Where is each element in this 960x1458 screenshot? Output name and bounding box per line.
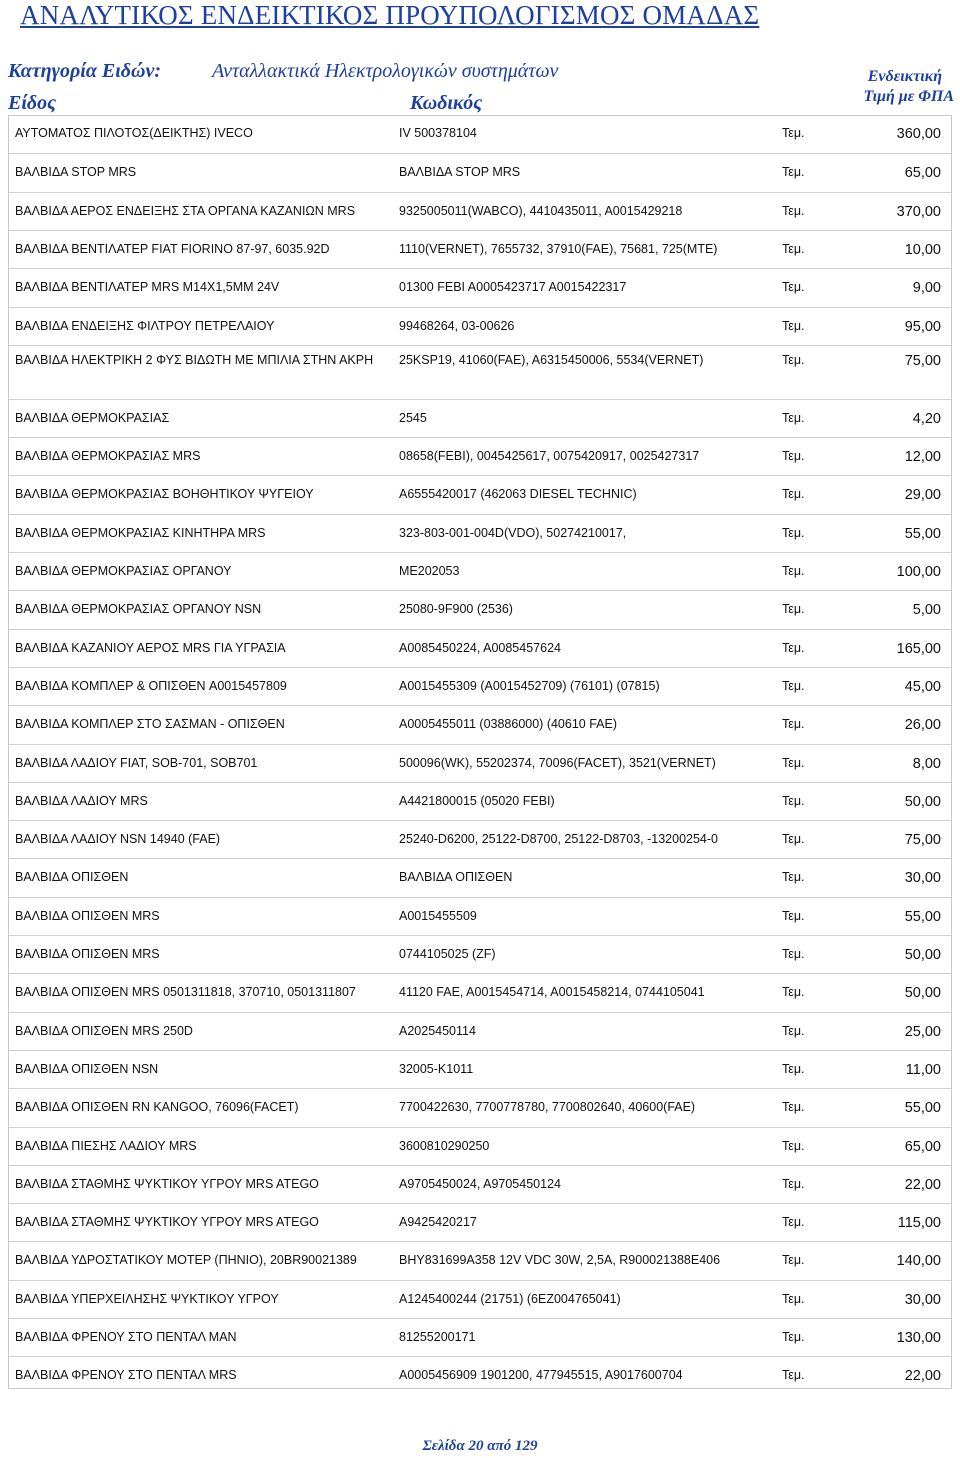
item-code-cell: 323-803-001-004D(VDO), 50274210017, <box>399 525 627 540</box>
item-name-cell: ΒΑΛΒΙΔΑ ΕΝΔΕΙΞΗΣ ΦΙΛΤΡΟΥ ΠΕΤΡΕΛΑΙΟΥ <box>15 318 275 333</box>
table-row <box>9 935 951 974</box>
table-row <box>9 897 951 936</box>
table-row <box>9 744 951 783</box>
item-unit-cell: Τεμ. <box>782 318 805 333</box>
page-footer: Σελίδα 20 από 129 <box>422 1438 538 1454</box>
item-code-cell: IV 500378104 <box>399 126 477 140</box>
item-unit-cell: Τεμ. <box>782 985 805 1000</box>
item-unit-cell: Τεμ. <box>782 755 805 770</box>
item-price-cell: 65,00 <box>904 1138 941 1155</box>
item-price-cell: 10,00 <box>904 241 941 258</box>
item-code-cell: A6555420017 (462063 DIESEL TECHNIC) <box>399 487 637 502</box>
item-code-cell: A9705450024, A9705450124 <box>399 1176 561 1191</box>
table-row <box>9 782 951 821</box>
item-code-cell: 2545 <box>399 410 427 425</box>
item-unit-cell: Τεμ. <box>782 241 805 256</box>
item-unit-cell: Τεμ. <box>782 1330 805 1344</box>
item-code-cell: BHY831699A358 12V VDC 30W, 2,5A, R900021388E406 <box>399 1253 721 1268</box>
item-price-cell: 75,00 <box>904 832 941 849</box>
item-unit-cell: Τεμ. <box>782 1291 805 1306</box>
table-row <box>9 1050 951 1089</box>
table-row <box>9 1241 951 1280</box>
item-code-cell: ΒΑΛΒΙΔΑ STOP MRS <box>399 165 521 180</box>
item-name-cell: ΒΑΛΒΙΔΑ ΛΑΔΙΟΥ NSN 14940 (FAE) <box>15 832 221 847</box>
table-row <box>9 1280 951 1319</box>
item-name-cell: ΒΑΛΒΙΔΑ ΟΠΙΣΘΕΝ NSN <box>15 1061 159 1076</box>
item-name-cell: ΒΑΛΒΙΔΑ ΚΟΜΠΛΕΡ ΣΤΟ ΣΑΣΜΑΝ - ΟΠΙΣΘΕΝ <box>15 717 285 732</box>
item-unit-cell: Τεμ. <box>782 1023 805 1038</box>
item-unit-cell: Τεμ. <box>782 1368 805 1383</box>
item-price-cell: 130,00 <box>896 1330 941 1346</box>
table-row <box>9 115 951 153</box>
table-row <box>9 475 951 514</box>
category-label: Κατηγορία Ειδών: <box>8 60 162 82</box>
item-name-cell: ΑΥΤΟΜΑΤΟΣ ΠΙΛΟΤΟΣ(ΔΕΙΚΤΗΣ) IVECO <box>15 126 253 140</box>
item-price-cell: 29,00 <box>904 487 941 504</box>
table-row <box>9 345 951 400</box>
item-code-cell: A0085450224, A0085457624 <box>399 640 561 655</box>
item-unit-cell: Τεμ. <box>782 717 805 732</box>
item-price-cell: 50,00 <box>904 793 941 810</box>
item-unit-cell: Τεμ. <box>782 487 805 502</box>
item-price-cell: 30,00 <box>904 870 941 887</box>
item-price-cell: 22,00 <box>904 1176 941 1193</box>
item-price-cell: 100,00 <box>896 564 941 580</box>
item-unit-cell: Τεμ. <box>782 525 805 540</box>
table-row <box>9 667 951 706</box>
item-price-cell: 50,00 <box>904 985 941 1002</box>
item-code-cell: 32005-K1011 <box>399 1061 474 1076</box>
item-price-cell: 165,00 <box>896 640 941 657</box>
item-name-cell: ΒΑΛΒΙΔΑ ΟΠΙΣΘΕΝ RN KANGOO, 76096(FACET) <box>15 1100 299 1115</box>
table-row <box>9 552 951 591</box>
item-code-cell: A0005456909 1901200, 477945515, A9017600704 <box>399 1368 683 1383</box>
table-row <box>9 629 951 668</box>
item-name-cell: ΒΑΛΒΙΔΑ ΘΕΡΜΟΚΡΑΣΙΑΣ <box>15 410 170 425</box>
item-price-cell: 4,20 <box>912 410 941 427</box>
item-price-cell: 26,00 <box>904 717 941 734</box>
item-code-cell: 25240-D6200, 25122-D8700, 25122-D8703, -13200254-0 <box>399 832 719 847</box>
table-row <box>9 1203 951 1242</box>
item-name-cell: ΒΑΛΒΙΔΑ ΛΑΔΙΟΥ FIAT, SOB-701, SOB701 <box>15 755 258 770</box>
item-name-cell: ΒΑΛΒΙΔΑ ΚΟΜΠΛΕΡ & ΟΠΙΣΘΕΝ A0015457809 <box>15 678 287 693</box>
table-row <box>9 1318 951 1357</box>
table-row <box>9 307 951 346</box>
item-name-cell: ΒΑΛΒΙΔΑ ΣΤΑΘΜΗΣ ΨΥΚΤΙΚΟΥ ΥΓΡΟΥ MRS ATEGO <box>15 1176 319 1191</box>
item-code-cell: 01300 FEBI A0005423717 A0015422317 <box>399 280 627 295</box>
item-code-cell: 81255200171 <box>399 1330 476 1344</box>
item-code-cell: 08658(FEBI), 0045425617, 0075420917, 0025427317 <box>399 449 700 464</box>
table-row <box>9 514 951 553</box>
item-name-cell: ΒΑΛΒΙΔΑ STOP MRS <box>15 165 137 180</box>
item-unit-cell: Τεμ. <box>782 1215 805 1230</box>
table-row <box>9 590 951 629</box>
item-price-cell: 8,00 <box>912 755 941 772</box>
item-name-cell: ΒΑΛΒΙΔΑ ΑΕΡΟΣ ΕΝΔΕΙΞΗΣ ΣΤΑ ΟΡΓΑΝΑ ΚΑΖΑΝΙΩΝ MRS <box>15 203 356 218</box>
item-unit-cell: Τεμ. <box>782 793 805 808</box>
item-code-cell: ME202053 <box>399 564 460 578</box>
item-unit-cell: Τεμ. <box>782 832 805 847</box>
table-row <box>9 399 951 438</box>
item-unit-cell: Τεμ. <box>782 410 805 425</box>
table-row <box>9 1088 951 1127</box>
item-name-cell: ΒΑΛΒΙΔΑ ΘΕΡΜΟΚΡΑΣΙΑΣ ΒΟΗΘΗΤΙΚΟΥ ΨΥΓΕΙΟΥ <box>15 487 314 502</box>
item-price-cell: 50,00 <box>904 947 941 963</box>
column-header-code: Κωδικός <box>410 92 483 114</box>
table-row <box>9 1165 951 1204</box>
table-row <box>9 192 951 231</box>
table-row <box>9 437 951 476</box>
item-code-cell: A4421800015 (05020 FEBI) <box>399 793 555 808</box>
item-code-cell: A1245400244 (21751) (6EZ004765041) <box>399 1291 621 1306</box>
item-unit-cell: Τεμ. <box>782 602 805 617</box>
item-price-cell: 360,00 <box>896 126 941 142</box>
item-name-cell: ΒΑΛΒΙΔΑ ΚΑΖΑΝΙΟΥ ΑΕΡΟΣ MRS ΓΙΑ ΥΓΡΑΣΙΑ <box>15 640 286 655</box>
item-price-cell: 75,00 <box>904 352 941 369</box>
item-unit-cell: Τεμ. <box>782 1061 805 1076</box>
item-unit-cell: Τεμ. <box>782 1176 805 1191</box>
item-unit-cell: Τεμ. <box>782 203 805 218</box>
item-code-cell: 3600810290250 <box>399 1138 490 1153</box>
item-name-cell: ΒΑΛΒΙΔΑ ΘΕΡΜΟΚΡΑΣΙΑΣ ΟΡΓΑΝΟΥ <box>15 564 232 578</box>
item-code-cell: A0015455309 (A0015452709) (76101) (07815) <box>399 678 660 693</box>
item-price-cell: 65,00 <box>904 165 941 182</box>
table-row <box>9 820 951 859</box>
item-code-cell: 0744105025 (ZF) <box>399 947 496 961</box>
item-unit-cell: Τεμ. <box>782 1253 805 1268</box>
item-price-cell: 22,00 <box>904 1368 941 1385</box>
item-price-cell: 11,00 <box>905 1061 941 1078</box>
item-price-cell: 95,00 <box>904 318 941 335</box>
item-name-cell: ΒΑΛΒΙΔΑ ΗΛΕΚΤΡΙΚΗ 2 ΦΥΣ ΒΙΔΩΤΗ ΜΕ ΜΠΙΛΙΑ ΣΤΗΝ ΑΚΡΗ <box>15 352 374 367</box>
table-row <box>9 1012 951 1051</box>
item-name-cell: ΒΑΛΒΙΔΑ ΘΕΡΜΟΚΡΑΣΙΑΣ MRS <box>15 449 201 464</box>
table-row <box>9 973 951 1012</box>
item-code-cell: 500096(WK), 55202374, 70096(FACET), 3521(VERNET) <box>399 755 716 770</box>
item-code-cell: 41120 FAE, A0015454714, A0015458214, 0744105041 <box>399 985 705 1000</box>
item-unit-cell: Τεμ. <box>782 870 805 885</box>
page-title: ΑΝΑΛΥΤΙΚΟΣ ΕΝΔΕΙΚΤΙΚΟΣ ΠΡΟΥΠΟΛΟΓΙΣΜΟΣ ΟΜΑΔΑΣ <box>20 0 760 30</box>
item-unit-cell: Τεμ. <box>782 165 805 180</box>
category-value: Ανταλλακτικά Ηλεκτρολογικών συστημάτων <box>212 60 559 82</box>
item-name-cell: ΒΑΛΒΙΔΑ ΒΕΝΤΙΛΑΤΕΡ FIAT FIORINO 87-97, 6035.92D <box>15 241 330 256</box>
item-name-cell: ΒΑΛΒΙΔΑ ΥΠΕΡΧΕΙΛΗΣΗΣ ΨΥΚΤΙΚΟΥ ΥΓΡΟΥ <box>15 1291 279 1306</box>
item-unit-cell: Τεμ. <box>782 908 805 923</box>
table-row <box>9 705 951 744</box>
item-code-cell: 7700422630, 7700778780, 7700802640, 40600(FAE) <box>399 1100 696 1115</box>
item-unit-cell: Τεμ. <box>782 1100 805 1115</box>
item-code-cell: A0005455011 (03886000) (40610 FAE) <box>399 717 617 732</box>
item-name-cell: ΒΑΛΒΙΔΑ ΟΠΙΣΘΕΝ MRS <box>15 908 160 923</box>
item-price-cell: 5,00 <box>912 602 941 619</box>
item-price-cell: 370,00 <box>896 203 941 220</box>
item-name-cell: ΒΑΛΒΙΔΑ ΟΠΙΣΘΕΝ MRS 0501311818, 370710, 0501311807 <box>15 985 356 1000</box>
table-row <box>9 858 951 897</box>
item-code-cell: A0015455509 <box>399 908 477 923</box>
item-unit-cell: Τεμ. <box>782 678 805 693</box>
item-code-cell: 9325005011(WABCO), 4410435011, A0015429218 <box>399 203 683 218</box>
item-unit-cell: Τεμ. <box>782 564 805 578</box>
item-price-cell: 45,00 <box>904 678 941 695</box>
item-unit-cell: Τεμ. <box>782 947 805 961</box>
item-unit-cell: Τεμ. <box>782 640 805 655</box>
column-header-price-line1: Ενδεικτική <box>867 68 942 85</box>
table-row <box>9 1356 951 1395</box>
table-row <box>9 153 951 192</box>
item-name-cell: ΒΑΛΒΙΔΑ ΛΑΔΙΟΥ MRS <box>15 793 148 808</box>
item-price-cell: 25,00 <box>904 1023 941 1040</box>
item-price-cell: 55,00 <box>904 1100 941 1117</box>
item-name-cell: ΒΑΛΒΙΔΑ ΟΠΙΣΘΕΝ MRS 250D <box>15 1023 193 1038</box>
item-name-cell: ΒΑΛΒΙΔΑ ΟΠΙΣΘΕΝ MRS <box>15 947 160 961</box>
item-name-cell: ΒΑΛΒΙΔΑ ΒΕΝΤΙΛΑΤΕΡ MRS M14X1,5MM 24V <box>15 280 280 295</box>
item-name-cell: ΒΑΛΒΙΔΑ ΦΡΕΝΟΥ ΣΤΟ ΠΕΝΤΑΛ MRS <box>15 1368 237 1383</box>
table-row <box>9 230 951 269</box>
item-price-cell: 55,00 <box>904 525 941 542</box>
item-code-cell: A2025450114 <box>399 1023 476 1038</box>
item-unit-cell: Τεμ. <box>782 352 805 367</box>
item-unit-cell: Τεμ. <box>782 449 805 464</box>
item-price-cell: 12,00 <box>904 449 941 466</box>
item-name-cell: ΒΑΛΒΙΔΑ ΥΔΡΟΣΤΑΤΙΚΟΥ ΜΟΤΕΡ (ΠΗΝΙΟ), 20BR90021389 <box>15 1253 357 1268</box>
item-code-cell: 25KSP19, 41060(FAE), A6315450006, 5534(VERNET) <box>399 352 704 367</box>
item-name-cell: ΒΑΛΒΙΔΑ ΘΕΡΜΟΚΡΑΣΙΑΣ ΟΡΓΑΝΟΥ NSN <box>15 602 262 617</box>
item-price-cell: 55,00 <box>904 908 941 925</box>
item-name-cell: ΒΑΛΒΙΔΑ ΠΙΕΣΗΣ ΛΑΔΙΟΥ MRS <box>15 1138 197 1153</box>
item-name-cell: ΒΑΛΒΙΔΑ ΟΠΙΣΘΕΝ <box>15 870 129 885</box>
item-price-cell: 115,00 <box>897 1215 941 1232</box>
item-name-cell: ΒΑΛΒΙΔΑ ΦΡΕΝΟΥ ΣΤΟ ΠΕΝΤΑΛ MAN <box>15 1330 237 1344</box>
item-unit-cell: Τεμ. <box>782 280 805 295</box>
item-code-cell: 99468264, 03-00626 <box>399 318 515 333</box>
item-price-cell: 9,00 <box>912 280 941 297</box>
item-code-cell: 25080-9F900 (2536) <box>399 602 513 617</box>
item-price-cell: 30,00 <box>904 1291 941 1308</box>
item-price-cell: 140,00 <box>896 1253 941 1270</box>
item-unit-cell: Τεμ. <box>782 1138 805 1153</box>
item-code-cell: A9425420217 <box>399 1215 477 1230</box>
item-code-cell: 1110(VERNET), 7655732, 37910(FAE), 75681, 725(MTE) <box>399 241 718 256</box>
item-unit-cell: Τεμ. <box>782 126 805 140</box>
item-name-cell: ΒΑΛΒΙΔΑ ΣΤΑΘΜΗΣ ΨΥΚΤΙΚΟΥ ΥΓΡΟΥ MRS ATEGO <box>15 1215 319 1230</box>
column-header-item: Είδος <box>8 92 57 114</box>
item-name-cell: ΒΑΛΒΙΔΑ ΘΕΡΜΟΚΡΑΣΙΑΣ ΚΙΝΗΤΗΡΑ MRS <box>15 525 266 540</box>
item-code-cell: ΒΑΛΒΙΔΑ ΟΠΙΣΘΕΝ <box>399 870 513 885</box>
table-row <box>9 1127 951 1166</box>
table-row <box>9 268 951 307</box>
column-header-price-line2: Τιμή με ΦΠΑ <box>863 88 954 105</box>
